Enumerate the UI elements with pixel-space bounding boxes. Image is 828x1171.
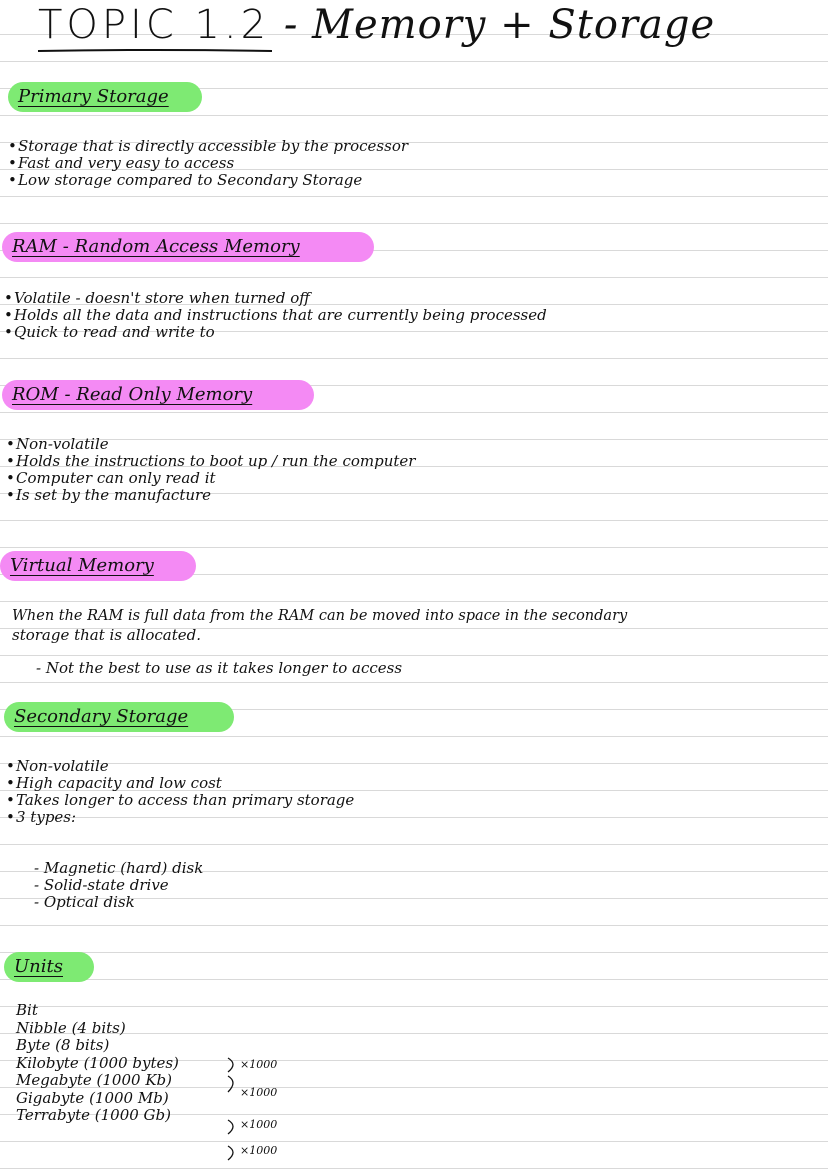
list-item: • Non-volatile xyxy=(6,758,354,775)
conversion-brackets xyxy=(226,1056,240,1166)
list-item: Byte (8 bits) xyxy=(16,1036,110,1054)
list-item: • Computer can only read it xyxy=(6,470,415,487)
primary-storage-heading: Primary Storage xyxy=(8,82,202,112)
storage-types-list xyxy=(34,860,203,911)
conversion-label: ×1000 xyxy=(240,1118,278,1131)
rom-heading: ROM - Read Only Memory xyxy=(2,380,314,410)
ram-heading: RAM - Random Access Memory xyxy=(2,232,374,262)
conversion-label: ×1000 xyxy=(240,1086,278,1099)
conversion-label: ×1000 xyxy=(240,1058,278,1071)
list-item: • Low storage compared to Secondary Storage xyxy=(8,172,408,189)
secondary-storage-heading: Secondary Storage xyxy=(4,702,234,732)
list-item: • Non-volatile xyxy=(6,436,415,453)
list-item: • Is set by the manufacture xyxy=(6,487,415,504)
list-item: Terrabyte (1000 Gb) xyxy=(16,1106,171,1124)
list-item: • Takes longer to access than primary storage xyxy=(6,792,354,809)
list-item: Kilobyte (1000 bytes) xyxy=(16,1053,179,1072)
ram-list xyxy=(4,290,547,341)
list-item: • High capacity and low cost xyxy=(6,775,354,792)
secondary-storage-list xyxy=(6,758,354,826)
units-list xyxy=(16,1002,179,1125)
title-topic: TOPIC 1.2 xyxy=(38,2,271,48)
list-item: - Solid-state drive xyxy=(34,877,203,894)
list-item: • 3 types: xyxy=(6,809,354,826)
list-item: • Fast and very easy to access xyxy=(8,155,408,172)
list-item: Nibble (4 bits) xyxy=(16,1018,126,1037)
list-item: • Storage that is directly accessible by the processor xyxy=(8,138,408,155)
virtual-memory-line-1: When the RAM is full data from the RAM can be moved into space in the secondary xyxy=(12,608,628,624)
page-title xyxy=(38,2,715,48)
title-underline xyxy=(36,48,276,54)
primary-storage-list xyxy=(8,138,408,189)
list-item: Gigabyte (1000 Mb) xyxy=(16,1088,169,1107)
list-item: Megabyte (1000 Kb) xyxy=(16,1071,172,1089)
virtual-memory-heading: Virtual Memory xyxy=(0,551,196,581)
virtual-memory-line-3: - Not the best to use as it takes longer to access xyxy=(36,659,403,677)
title-separator: - xyxy=(283,2,299,48)
list-item: • Holds all the data and instructions that are currently being processed xyxy=(4,307,547,324)
virtual-memory-line-2: storage that is allocated. xyxy=(12,626,201,644)
list-item: • Volatile - doesn't store when turned off xyxy=(4,290,547,307)
list-item: • Quick to read and write to xyxy=(4,324,547,341)
units-heading: Units xyxy=(4,952,94,982)
title-subject: Memory + Storage xyxy=(312,2,716,48)
list-item: - Magnetic (hard) disk xyxy=(34,860,203,877)
list-item: • Holds the instructions to boot up / run the computer xyxy=(6,453,415,470)
list-item: Bit xyxy=(16,1001,38,1019)
list-item: - Optical disk xyxy=(34,894,203,911)
rom-list xyxy=(6,436,415,504)
conversion-label: ×1000 xyxy=(240,1144,278,1157)
